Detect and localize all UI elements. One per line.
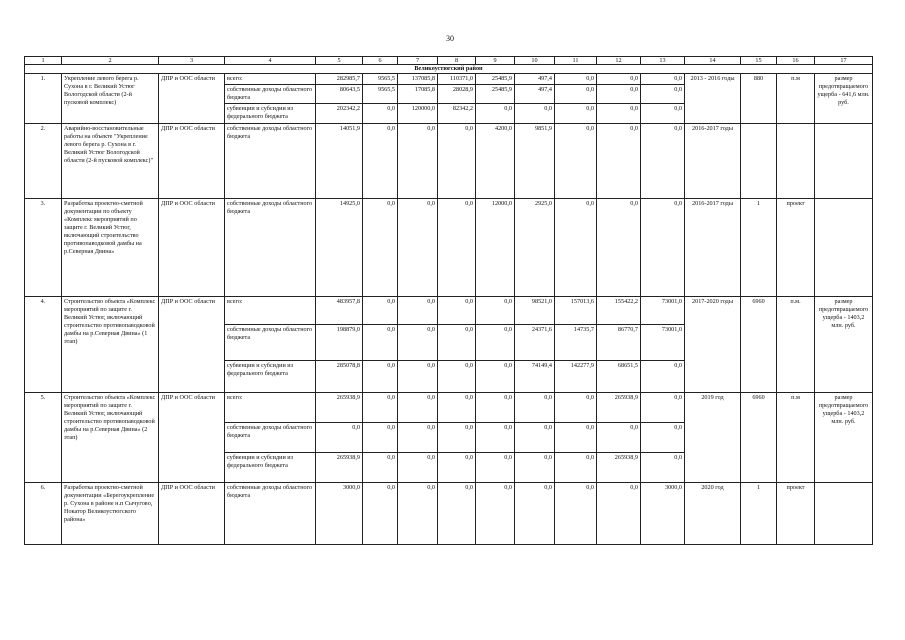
program-table: [24, 56, 873, 545]
amount-cell: 0,0: [398, 393, 438, 423]
amount-cell: 142277,9: [555, 361, 597, 393]
amount-cell: 0,0: [363, 325, 398, 361]
funding-source: собственные доходы областного бюджета: [225, 483, 316, 545]
project-name: Укрепление левого берега р. Сухона в г. Великий Устюг Вологодской области (2-й пусковой комплекс): [62, 74, 159, 124]
funding-source: собственные доходы областного бюджета: [225, 325, 316, 361]
amount-cell: 0,0: [476, 483, 515, 545]
amount-cell: 0,0: [398, 423, 438, 453]
period: 2020 год: [685, 483, 741, 545]
amount-cell: 0,0: [363, 297, 398, 325]
amount-cell: 3000,0: [316, 483, 363, 545]
funding-source: собственные доходы областного бюджета: [225, 423, 316, 453]
amount-cell: 0,0: [641, 393, 685, 423]
unit: п.м: [777, 393, 815, 483]
amount-cell: 137085,8: [398, 74, 438, 85]
amount-cell: 9565,5: [363, 85, 398, 104]
amount-cell: 120000,0: [398, 104, 438, 124]
amount-cell: 497,4: [515, 85, 555, 104]
amount-cell: 0,0: [438, 423, 476, 453]
amount-cell: 0,0: [641, 453, 685, 483]
amount-cell: 0,0: [597, 104, 641, 124]
table-row: [25, 483, 873, 545]
column-number: 12: [597, 57, 641, 65]
amount-cell: 0,0: [641, 124, 685, 199]
funding-source: всего:: [225, 74, 316, 85]
amount-cell: 0,0: [438, 483, 476, 545]
amount-cell: 0,0: [363, 104, 398, 124]
amount-cell: 0,0: [641, 74, 685, 85]
amount-cell: 74149,4: [515, 361, 555, 393]
row-number: 6.: [25, 483, 62, 545]
amount-cell: 0,0: [555, 453, 597, 483]
funding-source: собственные доходы областного бюджета: [225, 199, 316, 297]
amount-cell: 110371,0: [438, 74, 476, 85]
amount-cell: 0,0: [398, 124, 438, 199]
amount-cell: 0,0: [363, 453, 398, 483]
amount-cell: 80643,5: [316, 85, 363, 104]
amount-cell: 86770,7: [597, 325, 641, 361]
result: [815, 124, 873, 199]
executor: ДПР и ООС области: [159, 393, 225, 483]
column-number: 14: [685, 57, 741, 65]
row-number: 2.: [25, 124, 62, 199]
row-number: 5.: [25, 393, 62, 483]
amount-cell: 0,0: [555, 104, 597, 124]
amount-cell: 0,0: [555, 124, 597, 199]
period: 2013 - 2016 годы: [685, 74, 741, 124]
amount-cell: 0,0: [438, 361, 476, 393]
table-row: [25, 199, 873, 297]
amount-cell: 0,0: [515, 393, 555, 423]
amount-cell: 24371,6: [515, 325, 555, 361]
row-number: 1.: [25, 74, 62, 124]
amount-cell: 0,0: [555, 423, 597, 453]
column-number: 6: [363, 57, 398, 65]
period: 2019 год: [685, 393, 741, 483]
column-number: 8: [438, 57, 476, 65]
amount-cell: 14051,9: [316, 124, 363, 199]
project-name: Разработка проектно-сметной документации по объекту «Комплекс мероприятий по защите г. Великий Устюг, включающий строительство противопаводковой дамбы на р.Северная Двина»: [62, 199, 159, 297]
table-row: [25, 297, 873, 325]
result: [815, 199, 873, 297]
project-name: Аварийно-восстановительные работы на объекте "Укрепление левого берега р. Сухона в г. Великий Устюг Вологодской области (2-й пусковой комплекс)": [62, 124, 159, 199]
column-number: 3: [159, 57, 225, 65]
row-number: 3.: [25, 199, 62, 297]
amount-cell: 198879,0: [316, 325, 363, 361]
row-number: 4.: [25, 297, 62, 393]
executor: ДПР и ООС области: [159, 297, 225, 393]
column-number: 2: [62, 57, 159, 65]
amount-cell: 82342,2: [438, 104, 476, 124]
amount-cell: 282985,7: [316, 74, 363, 85]
amount-cell: 0,0: [641, 85, 685, 104]
amount-cell: 0,0: [476, 104, 515, 124]
column-number: 15: [741, 57, 777, 65]
column-number: 7: [398, 57, 438, 65]
amount-cell: 0,0: [363, 199, 398, 297]
amount-cell: 0,0: [476, 325, 515, 361]
column-number: 11: [555, 57, 597, 65]
amount-cell: 265938,9: [316, 453, 363, 483]
funding-source: собственные доходы областного бюджета: [225, 124, 316, 199]
amount-cell: 0,0: [597, 85, 641, 104]
amount-cell: 0,0: [363, 393, 398, 423]
quantity: 6960: [741, 393, 777, 483]
amount-cell: 497,4: [515, 74, 555, 85]
amount-cell: 0,0: [555, 393, 597, 423]
amount-cell: 73001,0: [641, 297, 685, 325]
unit: проект: [777, 483, 815, 545]
project-name: Строительство объекта «Комплекс мероприятий по защите г. Великий Устюг, включающий строительство противопаводковой дамбы на р.Северная Двина» (1 этап): [62, 297, 159, 393]
amount-cell: 0,0: [555, 483, 597, 545]
amount-cell: 0,0: [476, 393, 515, 423]
amount-cell: 0,0: [641, 199, 685, 297]
funding-source: всего:: [225, 393, 316, 423]
amount-cell: 0,0: [398, 361, 438, 393]
amount-cell: 73001,0: [641, 325, 685, 361]
amount-cell: 98521,0: [515, 297, 555, 325]
column-number: 17: [815, 57, 873, 65]
project-name: Строительство объекта «Комплекс мероприятий по защите г. Великий Устюг, включающий строительство противопаводковой дамбы на р.Северная Двина» (2 этап): [62, 393, 159, 483]
amount-cell: 0,0: [398, 199, 438, 297]
amount-cell: 2925,0: [515, 199, 555, 297]
amount-cell: 0,0: [476, 361, 515, 393]
unit: [777, 124, 815, 199]
amount-cell: 4200,0: [476, 124, 515, 199]
column-number: 4: [225, 57, 316, 65]
amount-cell: 0,0: [641, 361, 685, 393]
amount-cell: 202342,2: [316, 104, 363, 124]
project-name: Разработка проектно-сметной документации «Берегоукрепление р. Сухона в районе н.п Сычугово, Нокатор Великоустюгского района»: [62, 483, 159, 545]
table-row: [25, 74, 873, 85]
amount-cell: 0,0: [438, 124, 476, 199]
column-number: 1: [25, 57, 62, 65]
amount-cell: 17085,8: [398, 85, 438, 104]
amount-cell: 0,0: [555, 74, 597, 85]
table-row: [25, 393, 873, 423]
amount-cell: 0,0: [363, 423, 398, 453]
result: [815, 483, 873, 545]
amount-cell: 0,0: [515, 483, 555, 545]
amount-cell: 0,0: [597, 124, 641, 199]
executor: ДПР и ООС области: [159, 124, 225, 199]
amount-cell: 0,0: [641, 423, 685, 453]
amount-cell: 0,0: [398, 297, 438, 325]
quantity: 1: [741, 199, 777, 297]
quantity: 880: [741, 74, 777, 124]
amount-cell: 0,0: [316, 423, 363, 453]
amount-cell: 25485,9: [476, 85, 515, 104]
amount-cell: 0,0: [641, 104, 685, 124]
column-number: 16: [777, 57, 815, 65]
executor: ДПР и ООС области: [159, 199, 225, 297]
amount-cell: 0,0: [515, 423, 555, 453]
amount-cell: 0,0: [438, 393, 476, 423]
amount-cell: 157013,6: [555, 297, 597, 325]
column-number: 13: [641, 57, 685, 65]
period: 2016-2017 годы: [685, 124, 741, 199]
amount-cell: 155422,2: [597, 297, 641, 325]
amount-cell: 3000,0: [641, 483, 685, 545]
quantity: 6960: [741, 297, 777, 393]
amount-cell: 0,0: [476, 453, 515, 483]
amount-cell: 9851,9: [515, 124, 555, 199]
district-row: [25, 65, 873, 74]
result: размер предотвращаемого ущерба - 641,6 млн. руб.: [815, 74, 873, 124]
funding-source: субвенции и субсидии из федерального бюджета: [225, 104, 316, 124]
amount-cell: 0,0: [476, 297, 515, 325]
amount-cell: 0,0: [476, 423, 515, 453]
funding-source: всего:: [225, 297, 316, 325]
amount-cell: 0,0: [597, 74, 641, 85]
period: 2017-2020 годы: [685, 297, 741, 393]
amount-cell: 0,0: [398, 453, 438, 483]
amount-cell: 0,0: [363, 361, 398, 393]
amount-cell: 0,0: [438, 297, 476, 325]
unit: проект: [777, 199, 815, 297]
amount-cell: 0,0: [363, 124, 398, 199]
quantity: 1: [741, 483, 777, 545]
column-number-row: [25, 57, 873, 65]
column-number: 10: [515, 57, 555, 65]
unit: п.м: [777, 74, 815, 124]
amount-cell: 285078,8: [316, 361, 363, 393]
quantity: [741, 124, 777, 199]
column-number: 9: [476, 57, 515, 65]
amount-cell: 12000,0: [476, 199, 515, 297]
amount-cell: 0,0: [398, 483, 438, 545]
amount-cell: 0,0: [398, 325, 438, 361]
amount-cell: 265938,9: [597, 393, 641, 423]
amount-cell: 0,0: [597, 423, 641, 453]
result: размер предотвращаемого ущерба - 1403,2 млн. руб.: [815, 297, 873, 393]
page-number: 30: [446, 34, 454, 43]
amount-cell: 0,0: [555, 199, 597, 297]
table-row: [25, 124, 873, 199]
funding-source: субвенции и субсидии из федерального бюджета: [225, 361, 316, 393]
result: размер предотвращаемого ущерба - 1403,2 млн. руб.: [815, 393, 873, 483]
amount-cell: 0,0: [597, 199, 641, 297]
executor: ДПР и ООС области: [159, 74, 225, 124]
column-number: 5: [316, 57, 363, 65]
amount-cell: 14925,0: [316, 199, 363, 297]
amount-cell: 0,0: [438, 453, 476, 483]
amount-cell: 0,0: [438, 199, 476, 297]
amount-cell: 265938,9: [316, 393, 363, 423]
amount-cell: 14735,7: [555, 325, 597, 361]
amount-cell: 0,0: [363, 483, 398, 545]
amount-cell: 25485,9: [476, 74, 515, 85]
amount-cell: 28028,9: [438, 85, 476, 104]
amount-cell: 483957,8: [316, 297, 363, 325]
unit: п.м.: [777, 297, 815, 393]
funding-source: субвенции и субсидии из федерального бюджета: [225, 453, 316, 483]
amount-cell: 9565,5: [363, 74, 398, 85]
funding-source: собственные доходы областного бюджета: [225, 85, 316, 104]
amount-cell: 0,0: [438, 325, 476, 361]
amount-cell: 0,0: [515, 453, 555, 483]
amount-cell: 0,0: [597, 483, 641, 545]
amount-cell: 265938,9: [597, 453, 641, 483]
amount-cell: 0,0: [515, 104, 555, 124]
executor: ДПР и ООС области: [159, 483, 225, 545]
amount-cell: 68651,5: [597, 361, 641, 393]
amount-cell: 0,0: [555, 85, 597, 104]
district-name: Великоустюгский район: [25, 65, 873, 74]
period: 2016-2017 годы: [685, 199, 741, 297]
